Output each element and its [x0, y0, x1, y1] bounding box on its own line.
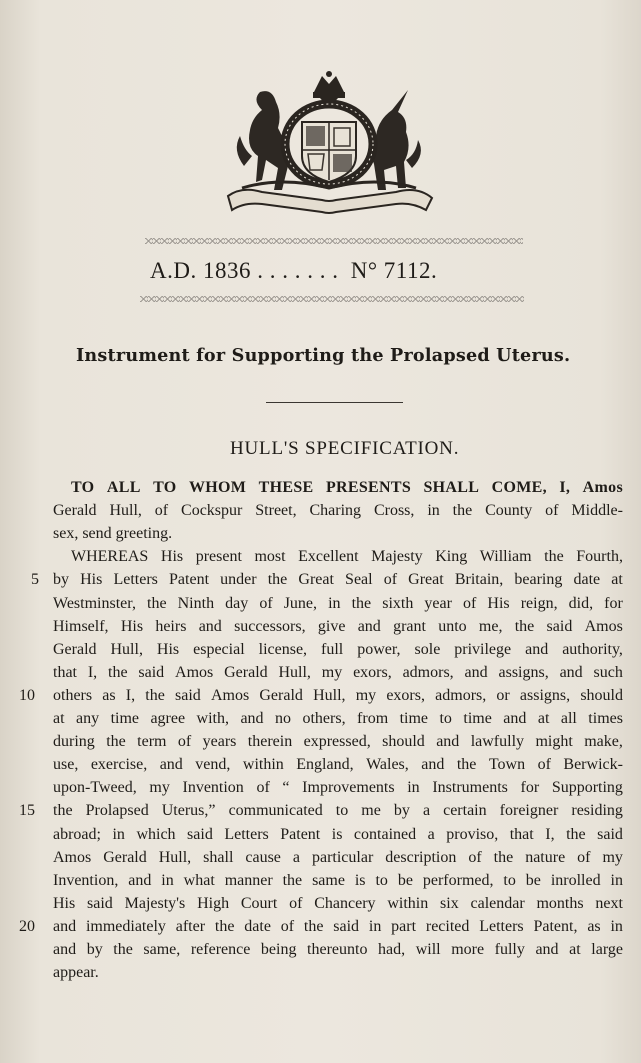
body-word: from: [357, 710, 389, 727]
body-word: the: [514, 617, 535, 635]
body-word: same: [312, 871, 345, 889]
body-word: Invention,: [53, 871, 119, 889]
body-word: His: [80, 571, 103, 589]
body-word: might: [535, 733, 573, 751]
patent-year: A.D. 1836: [150, 258, 251, 283]
body-word: within: [242, 756, 284, 774]
body-word: my: [149, 779, 170, 797]
body-word: I,: [559, 479, 571, 496]
body-word: Middle-: [571, 502, 623, 520]
body-word: residing: [571, 802, 623, 820]
body-word: Letters: [224, 825, 269, 843]
body-word: after: [175, 917, 206, 935]
body-word: High: [197, 894, 230, 912]
body-word: more: [451, 941, 485, 958]
body-word: my: [602, 848, 623, 866]
divider-rule: [266, 402, 403, 403]
body-word: Amos: [584, 617, 623, 635]
body-word: Town: [488, 756, 526, 774]
ornamental-rule-top: [145, 238, 523, 244]
body-word: will: [415, 941, 441, 958]
body-word: particular: [311, 848, 374, 866]
body-word: the: [282, 871, 303, 889]
body-line: [71, 545, 623, 568]
body-word: manner: [224, 871, 273, 889]
body-word: Patent,: [533, 917, 578, 935]
body-word: is: [331, 825, 343, 843]
body-word: I,: [87, 663, 98, 681]
body-word: PRESENTS: [325, 479, 412, 496]
body-word: Hull,: [313, 686, 346, 704]
body-word: and: [240, 710, 264, 727]
body-word: during: [53, 733, 95, 751]
body-line: [53, 915, 623, 938]
patent-header: [150, 258, 530, 290]
body-word: should: [580, 686, 623, 704]
body-word: I,: [125, 686, 136, 704]
body-word: recited: [425, 917, 470, 935]
body-word: Letters: [479, 917, 524, 935]
body-word: of: [468, 848, 482, 866]
body-line: [53, 846, 623, 869]
specification-heading: HULL'S SPECIFICATION.: [230, 438, 460, 459]
body-word: said: [333, 917, 360, 935]
body-word: assigns,: [519, 686, 571, 704]
body-word: in: [112, 825, 125, 843]
body-word: within: [387, 894, 429, 912]
body-word: of: [289, 894, 303, 912]
body-word: be: [397, 871, 413, 889]
body-word: fully: [494, 941, 525, 958]
body-word: Supporting: [551, 779, 623, 797]
body-word: Letters: [113, 571, 158, 589]
body-word: Gerald: [53, 640, 97, 658]
body-word: reference: [190, 941, 251, 958]
ornamental-rule-bottom: [140, 296, 524, 302]
body-word: the: [456, 756, 477, 774]
body-word: the: [214, 917, 235, 935]
body-line: [53, 823, 623, 846]
body-word: under: [220, 571, 257, 589]
body-word: of: [577, 848, 591, 866]
body-line: [53, 869, 623, 892]
body-word: Amos: [53, 848, 92, 866]
body-word: description: [385, 848, 457, 866]
body-word: in: [610, 871, 623, 889]
line-number: 20: [19, 917, 35, 935]
body-line: [53, 799, 623, 822]
body-word: give: [317, 617, 346, 635]
body-word: being: [260, 941, 297, 958]
body-word: is: [354, 871, 366, 889]
body-word: and: [464, 663, 488, 681]
body-word: Uterus,”: [161, 802, 216, 820]
body-word: His: [160, 548, 184, 566]
body-line: [53, 892, 623, 915]
body-word: by: [393, 802, 410, 820]
body-word: Street,: [255, 502, 297, 520]
body-word: exors,: [386, 686, 425, 704]
body-word: of: [154, 502, 169, 520]
body-word: of: [537, 756, 551, 774]
body-word: County: [485, 502, 533, 520]
body-word: Hull,: [278, 663, 311, 681]
body-word: THESE: [258, 479, 314, 496]
body-line: [53, 938, 623, 961]
body-word: WHOM: [189, 479, 247, 496]
body-word: such: [593, 663, 623, 681]
body-word: King: [435, 548, 468, 566]
body-word: Seal: [345, 571, 373, 589]
body-word: performed,: [422, 871, 494, 889]
body-word: Charing: [309, 502, 362, 520]
body-word: in: [427, 502, 440, 520]
body-word: my: [321, 663, 343, 681]
body-word: term: [137, 733, 167, 751]
body-word: Chancery: [314, 894, 376, 912]
body-word: “: [282, 779, 290, 797]
body-word: most: [254, 548, 286, 566]
body-word: years: [202, 733, 237, 751]
body-word: His: [53, 894, 76, 912]
body-word: Patent: [169, 571, 210, 589]
body-word: Majesty's: [124, 894, 186, 912]
body-word: Court: [240, 894, 278, 912]
body-word: Fourth,: [576, 548, 623, 566]
body-word: His: [156, 640, 180, 658]
body-word: of: [463, 594, 477, 612]
body-word: Gerald: [103, 848, 147, 866]
body-word: Excellent: [298, 548, 359, 566]
body-word: had,: [378, 941, 406, 958]
body-word: the: [108, 663, 128, 681]
body-word: TO: [71, 479, 95, 496]
body-word: assigns,: [498, 663, 549, 681]
body-word: in: [328, 594, 341, 612]
body-word: unto: [438, 617, 467, 635]
body-line: [53, 661, 623, 684]
body-word: of: [256, 779, 270, 797]
body-word: inrolled: [550, 871, 601, 889]
body-word: Patent: [280, 825, 321, 843]
body-word: Ninth: [177, 594, 215, 612]
body-word: and: [53, 941, 77, 958]
body-word: said: [175, 686, 201, 704]
body-word: in: [161, 871, 174, 889]
body-word: and: [525, 640, 549, 658]
body-word: sole: [414, 640, 441, 658]
body-word: make,: [584, 733, 623, 751]
body-word: the: [145, 686, 165, 704]
body-line: [53, 776, 623, 799]
body-word: next: [595, 894, 623, 912]
body-word: at: [611, 571, 623, 589]
line-number: 15: [19, 802, 35, 820]
body-word: calendar: [470, 894, 525, 912]
body-word: Himself,: [53, 617, 109, 635]
patent-title: Instrument for Supporting the Prolapsed Uterus.: [76, 345, 571, 366]
body-word: time: [463, 710, 492, 727]
body-word: His: [487, 594, 510, 612]
body-word: that: [509, 825, 534, 843]
body-word: grant: [393, 617, 426, 635]
body-word: the: [544, 548, 564, 566]
body-word: day: [225, 594, 249, 612]
body-word: Amos: [210, 686, 250, 704]
body-word: Amos: [175, 663, 214, 681]
body-line: [53, 568, 623, 591]
body-word: and: [357, 617, 381, 635]
body-word: admors,: [402, 663, 454, 681]
body-word: full: [321, 640, 344, 658]
body-word: in: [407, 779, 420, 797]
body-word: His: [120, 617, 144, 635]
body-line: [53, 730, 623, 753]
body-word: a: [292, 848, 300, 866]
body-line: [53, 684, 623, 707]
body-word: be: [525, 871, 541, 889]
body-word: of: [259, 594, 273, 612]
body-word: license,: [258, 640, 308, 658]
body-word: and: [535, 941, 559, 958]
body-word: Hull,: [158, 848, 192, 866]
patent-number: N° 7112.: [350, 258, 438, 283]
body-word: Gerald: [259, 686, 303, 704]
body-word: said: [597, 825, 623, 843]
body-line: [53, 615, 623, 638]
body-word: present: [195, 548, 242, 566]
body-word: expressed,: [303, 733, 371, 751]
body-word: others,: [302, 710, 346, 727]
body-word: times: [588, 710, 623, 727]
body-line: [53, 638, 623, 661]
royal-coat-of-arms-icon: [222, 70, 436, 216]
body-word: by: [53, 571, 69, 589]
body-word: what: [183, 871, 215, 889]
body-word: all: [560, 710, 577, 727]
body-word: Cross,: [373, 502, 415, 520]
body-line: [53, 753, 623, 776]
body-word: successors,: [234, 617, 306, 635]
body-word: the: [53, 802, 73, 820]
body-word: upon-Tweed,: [53, 779, 137, 797]
body-word: lawfully: [470, 733, 525, 751]
body-word: large: [591, 941, 623, 958]
body-word: for: [604, 594, 623, 612]
body-word: Amos: [582, 479, 623, 496]
body-word: Wales,: [366, 756, 409, 774]
body-word: the: [113, 941, 133, 958]
body-word: Prolapsed: [85, 802, 149, 820]
body-word: of: [383, 571, 398, 589]
body-word: at: [53, 710, 65, 727]
body-line: [53, 499, 623, 522]
body-word: with,: [196, 710, 229, 727]
body-word: Great: [408, 571, 444, 589]
body-word: bearing: [514, 571, 563, 589]
body-word: months: [536, 894, 584, 912]
body-word: any: [76, 710, 100, 727]
body-word: nature: [525, 848, 566, 866]
body-word: a: [422, 802, 431, 820]
body-word: immediately: [85, 917, 166, 935]
body-word: of: [545, 502, 559, 520]
body-word: England,: [296, 756, 354, 774]
body-word: abroad;: [53, 825, 101, 843]
body-word: and: [159, 756, 183, 774]
body-word: of: [177, 733, 192, 751]
body-word: Improvements: [302, 779, 395, 797]
body-word: Instruments: [432, 779, 508, 797]
body-word: Great: [298, 571, 334, 589]
line-number: 10: [19, 686, 35, 704]
body-word: WHEREAS: [71, 548, 149, 566]
body-word: TO: [153, 479, 177, 496]
body-word: Majesty: [371, 548, 423, 566]
body-word: Britain,: [454, 571, 504, 589]
body-word: proviso,: [446, 825, 499, 843]
body-word: the: [566, 825, 586, 843]
body-word: power,: [357, 640, 401, 658]
body-word: COME,: [491, 479, 547, 496]
body-word: same,: [143, 941, 181, 958]
body-word: the: [267, 571, 288, 589]
body-word: ALL: [106, 479, 141, 496]
body-word: Hull,: [110, 640, 143, 658]
body-word: said: [187, 825, 213, 843]
body-word: said: [87, 894, 113, 912]
body-word: six: [440, 894, 459, 912]
body-word: to: [335, 802, 349, 820]
body-word: my: [355, 686, 377, 704]
body-word: should: [382, 733, 425, 751]
body-word: in: [610, 917, 623, 935]
body-word: contained: [353, 825, 417, 843]
body-line: sex, send greeting.: [53, 525, 173, 543]
body-word: to: [375, 871, 388, 889]
body-word: said: [138, 663, 165, 681]
body-word: foreigner: [499, 802, 559, 820]
body-word: at: [537, 710, 550, 727]
body-word: Berwick-: [563, 756, 623, 774]
body-word: others: [53, 686, 93, 704]
body-word: authority,: [562, 640, 623, 658]
body-word: I,: [545, 825, 555, 843]
body-word: the: [106, 733, 126, 751]
body-line: [53, 592, 623, 615]
body-word: SHALL: [423, 479, 480, 496]
body-word: the: [351, 594, 372, 612]
header-dots: . . . . . . .: [257, 258, 339, 283]
body-word: said: [546, 617, 573, 635]
body-word: a: [427, 825, 435, 843]
body-word: vend,: [195, 756, 231, 774]
body-word: as: [587, 917, 601, 935]
body-word: therein: [247, 733, 293, 751]
body-word: Gerald: [53, 502, 97, 520]
body-word: time: [110, 710, 139, 727]
body-line: [71, 476, 623, 499]
body-word: June,: [283, 594, 318, 612]
body-word: and: [436, 733, 460, 751]
body-word: the: [147, 594, 167, 612]
body-word: Westminster,: [53, 594, 136, 612]
body-word: Gerald: [224, 663, 268, 681]
body-word: certain: [443, 802, 487, 820]
body-word: the: [303, 917, 324, 935]
body-word: which: [136, 825, 176, 843]
body-word: William: [479, 548, 532, 566]
body-word: especial: [193, 640, 245, 658]
body-word: communicated: [228, 802, 323, 820]
body-word: admors,: [435, 686, 487, 704]
body-word: shall: [203, 848, 234, 866]
body-line: appear.: [53, 964, 99, 982]
body-word: to: [439, 710, 452, 727]
body-word: Hull,: [109, 502, 142, 520]
body-word: and: [503, 710, 527, 727]
body-word: year: [424, 594, 452, 612]
body-word: cause: [245, 848, 281, 866]
body-word: that: [53, 663, 77, 681]
body-word: in: [368, 917, 382, 935]
body-word: privilege: [454, 640, 512, 658]
body-word: agree: [150, 710, 186, 727]
body-word: at: [569, 941, 581, 958]
body-word: use,: [53, 756, 79, 774]
body-word: as: [102, 686, 116, 704]
body-word: of: [280, 917, 295, 935]
body-word: part: [391, 917, 417, 935]
body-word: heirs: [155, 617, 187, 635]
body-word: no: [275, 710, 292, 727]
body-word: Cockspur: [181, 502, 243, 520]
body-word: reign,: [520, 594, 558, 612]
body-word: exors,: [353, 663, 392, 681]
body-word: and: [559, 663, 583, 681]
body-word: me: [361, 802, 381, 820]
body-word: the: [493, 848, 514, 866]
body-word: did,: [568, 594, 594, 612]
body-word: Invention: [182, 779, 244, 797]
body-word: exercise,: [90, 756, 148, 774]
body-word: thereunto: [307, 941, 368, 958]
body-word: date: [573, 571, 601, 589]
body-word: and: [128, 871, 152, 889]
body-word: to: [503, 871, 516, 889]
body-word: and: [421, 756, 445, 774]
line-number: 5: [31, 571, 39, 589]
body-word: time: [399, 710, 429, 727]
body-word: and: [198, 617, 222, 635]
body-word: for: [520, 779, 540, 797]
body-word: and: [53, 917, 77, 935]
body-word: sixth: [382, 594, 414, 612]
body-word: or: [496, 686, 510, 704]
body-word: me,: [478, 617, 503, 635]
body-word: the: [452, 502, 473, 520]
body-word: date: [244, 917, 271, 935]
body-word: by: [86, 941, 103, 958]
body-line: [53, 707, 623, 730]
